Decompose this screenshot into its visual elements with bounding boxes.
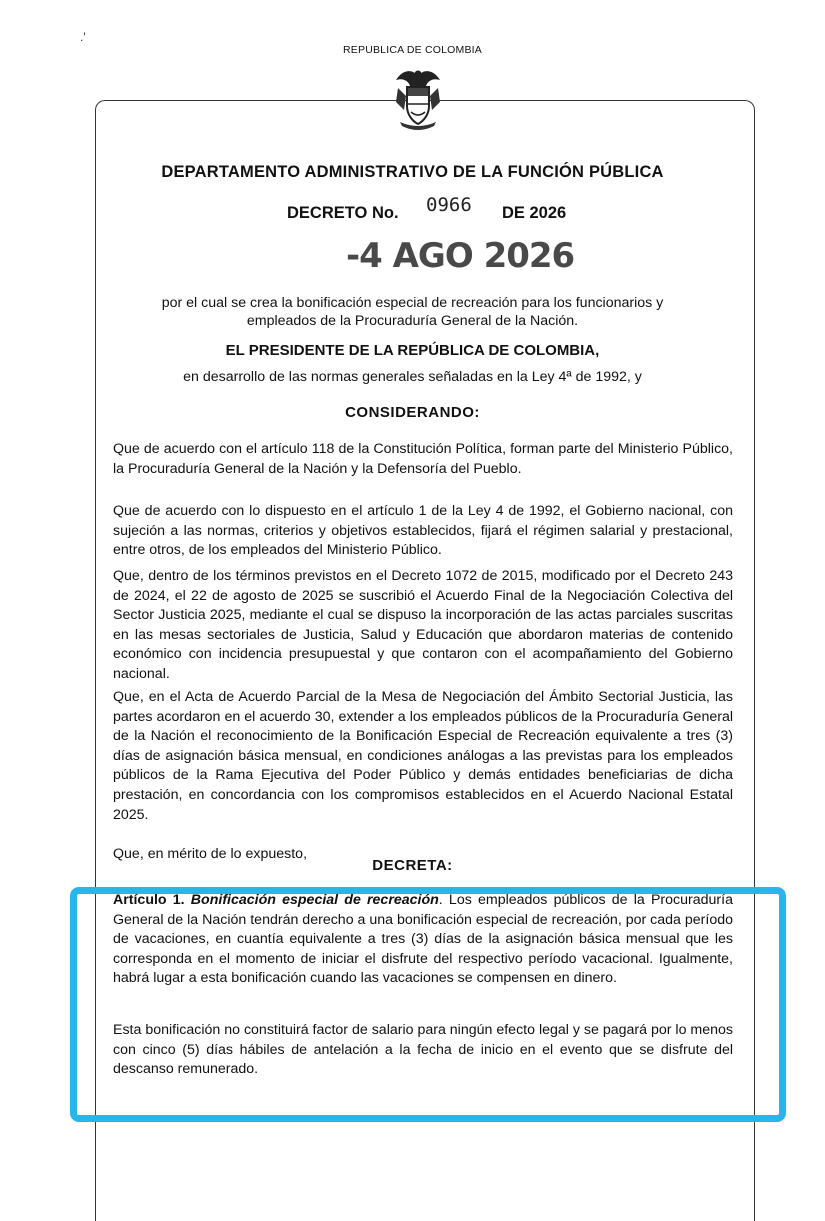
consideration-closing: Que, en mérito de lo expuesto,: [113, 846, 308, 862]
decree-year: DE 2026: [502, 204, 567, 222]
consideration-paragraph: Que, en el Acta de Acuerdo Parcial de la Mesa de Negociación del Ámbito Sectorial Justicia, las partes acordaron en el acuerdo 30, extender a los empleados públicos de la Procuraduría General de la Nación el reconocimiento de la Bonificación Especial de Recreación equivalente a tres (3) días de asignación básica mensual, en condiciones análogas a las previstas para los empleados públicos de la Rama Ejecutiva del Poder Público y demás entidades beneficiarias de dicha prestación, en concordancia con los compromisos establecidos en el Acuerdo Nacional Estatal 2025.: [113, 689, 733, 823]
republic-heading: REPUBLICA DE COLOMBIA: [343, 44, 482, 56]
subtitle-line-2: empleados de la Procuraduría General de la Nación.: [246, 313, 579, 329]
article-1-title: Bonificación especial de recreación: [190, 892, 439, 908]
consideration-paragraph: Que, dentro de los términos previstos en el Decreto 1072 de 2015, modificado por el Decreto 243 de 2024, el 22 de agosto de 2025 se suscribió el Acuerdo Final de la Negociación Colectiva del Sector Justicia 2025, mediante el cual se dispuso la incorporación de las actas parciales suscritas en las mesas sectoriales de Justicia, Salud y Educación que abordaron materias de contenido económico con incidencia presupuestal y que contaron con el acompañamiento del Gobierno nacional.: [113, 568, 733, 682]
article-1-label: Artículo 1.: [113, 892, 185, 908]
article-1-text: Los empleados públicos de la Procuraduría General de la Nación tendrán derecho a una bonificación especial de recreación, por cada período de vacaciones, en cuantía equivalente a tres (3) días de la asignación básica mensual que les corresponda en el momento de iniciar el disfrute del respectivo período vacacional. Igualmente, habrá lugar a esta bonificación cuando las vacaciones se compensen en dinero.: [113, 892, 733, 987]
decree-number: 0966: [426, 194, 472, 216]
article-highlight-box: [70, 887, 786, 1122]
stray-mark: .': [80, 30, 86, 44]
consideration-paragraph: Que de acuerdo con el artículo 118 de la Constitución Política, forman parte del Ministerio Público, la Procuraduría General de la Nación y la Defensoría del Pueblo.: [113, 441, 733, 477]
article-1-paragraph-2: Esta bonificación no constituirá factor de salario para ningún efecto legal y se pagará por lo menos con cinco (5) días hábiles de antelación a la fecha de inicio en el evento que se disfrute del descanso remunerado.: [113, 1022, 733, 1078]
decree-subtitle: [0, 294, 825, 330]
decree-label: DECRETO No.: [287, 204, 399, 222]
decree-number-row: [0, 194, 825, 228]
powers-statement: en desarrollo de las normas generales señaladas en la Ley 4ª de 1992, y: [183, 369, 642, 385]
date-stamp: -4 AGO 2026: [346, 236, 575, 276]
subtitle-line-1: por el cual se crea la bonificación especial de recreación para los funcionarios y: [161, 295, 664, 311]
department-title: DEPARTAMENTO ADMINISTRATIVO DE LA FUNCIÓN PÚBLICA: [161, 163, 664, 181]
decree-heading: DECRETA:: [372, 857, 453, 874]
consideration-paragraph: Que de acuerdo con lo dispuesto en el artículo 1 de la Ley 4 de 1992, el Gobierno nacional, con sujeción a las normas, criterios y objetivos establecidos, fijará el régimen salarial y prestacional, entre otros, de los empleados del Ministerio Público.: [113, 503, 733, 559]
president-heading: EL PRESIDENTE DE LA REPÚBLICA DE COLOMBIA,: [225, 342, 600, 359]
considering-heading: CONSIDERANDO:: [345, 404, 480, 421]
colombia-coat-of-arms-icon: [392, 66, 444, 132]
article-1-title-suffix: .: [438, 892, 443, 908]
